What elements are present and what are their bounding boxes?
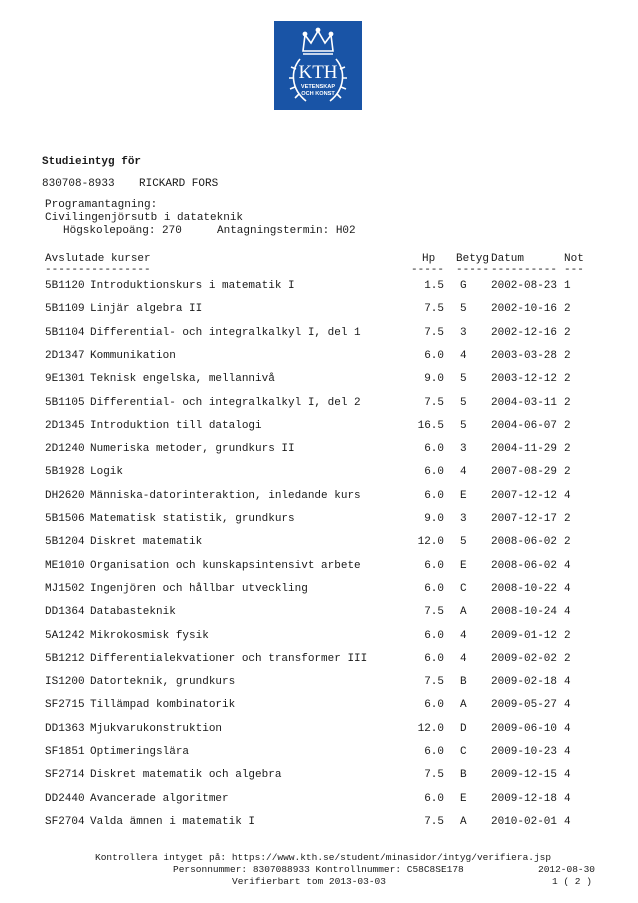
- course-name: Valda ämnen i matematik I: [90, 815, 256, 828]
- course-credits: 7.5: [424, 303, 444, 316]
- course-credits: 12.0: [417, 722, 444, 735]
- table-row: [0, 815, 638, 829]
- course-grade: 4: [460, 652, 467, 665]
- table-row: [0, 419, 638, 433]
- course-grade: 4: [460, 349, 467, 362]
- course-name: Logik: [90, 466, 124, 479]
- course-credits: 7.5: [424, 606, 444, 619]
- course-date: 2009-06-10: [491, 722, 558, 735]
- kth-wordmark: KTH: [298, 62, 338, 83]
- course-code: DH2620: [45, 489, 85, 502]
- course-credits: 6.0: [424, 349, 444, 362]
- footer-verify-url: Kontrollera intyget på: https://www.kth.se/student/minasidor/intyg/verifiera.jsp: [95, 852, 552, 863]
- course-code: SF1851: [45, 746, 85, 758]
- course-grade: B: [460, 676, 467, 689]
- header-grade: Betyg: [456, 253, 490, 265]
- table-row: [0, 722, 638, 736]
- course-date: 2004-06-07: [491, 419, 558, 432]
- course-code: 2D1345: [45, 419, 85, 432]
- course-note: 2: [564, 513, 571, 525]
- course-credits: 6.0: [424, 746, 444, 758]
- course-name: Organisation och kunskapsintensivt arbete: [90, 559, 361, 572]
- course-credits: 7.5: [424, 396, 444, 409]
- course-date: 2009-12-15: [491, 769, 558, 782]
- course-date: 2008-10-24: [491, 606, 558, 619]
- course-name: Differential- och integralkalkyl I, del 2: [90, 396, 361, 409]
- table-row: [0, 512, 638, 526]
- course-date: 2009-10-23: [491, 746, 558, 758]
- course-note: 4: [564, 489, 571, 502]
- course-grade: 4: [460, 629, 467, 642]
- course-name: Differentialekvationer och transformer III: [90, 652, 368, 665]
- course-date: 2003-12-12: [491, 373, 558, 386]
- course-code: 5B1212: [45, 652, 85, 665]
- course-note: 2: [564, 373, 571, 386]
- table-row: [0, 745, 638, 759]
- course-code: 5B1109: [45, 303, 85, 316]
- course-note: 4: [564, 676, 571, 689]
- course-note: 4: [564, 606, 571, 619]
- program-admission-term: Antagningstermin: H02: [217, 225, 356, 237]
- table-row: [0, 675, 638, 689]
- document-title: Studieintyg för: [42, 156, 142, 168]
- course-note: 4: [564, 815, 571, 828]
- course-grade: 4: [460, 466, 467, 479]
- course-note: 2: [564, 629, 571, 642]
- table-row: [0, 629, 638, 643]
- course-name: Linjär algebra II: [90, 303, 203, 316]
- course-name: Introduktionskurs i matematik I: [90, 280, 295, 292]
- table-row: [0, 302, 638, 316]
- kth-crest-icon: [274, 21, 362, 110]
- course-name: Differential- och integralkalkyl I, del 1: [90, 326, 361, 339]
- course-grade: E: [460, 489, 467, 502]
- course-grade: D: [460, 722, 467, 735]
- course-note: 2: [564, 303, 571, 316]
- course-code: 5B1506: [45, 513, 85, 525]
- course-code: DD1363: [45, 722, 85, 735]
- course-date: 2002-08-23: [491, 280, 558, 292]
- course-date: 2008-06-02: [491, 536, 558, 549]
- underline-course: ----------------: [45, 264, 151, 276]
- course-name: Matematisk statistik, grundkurs: [90, 513, 295, 525]
- course-code: 5B1928: [45, 466, 85, 479]
- course-name: Diskret matematik och algebra: [90, 769, 282, 782]
- table-row: [0, 535, 638, 549]
- course-code: 9E1301: [45, 373, 85, 386]
- course-grade: G: [460, 280, 467, 292]
- course-code: ME1010: [45, 559, 85, 572]
- table-row: [0, 605, 638, 619]
- course-credits: 6.0: [424, 699, 444, 712]
- course-note: 4: [564, 582, 571, 595]
- course-code: SF2704: [45, 815, 85, 828]
- course-credits: 7.5: [424, 815, 444, 828]
- course-date: 2008-06-02: [491, 559, 558, 572]
- course-credits: 16.5: [417, 419, 444, 432]
- course-credits: 6.0: [424, 629, 444, 642]
- course-credits: 7.5: [424, 326, 444, 339]
- course-credits: 6.0: [424, 443, 444, 456]
- course-date: 2009-02-02: [491, 652, 558, 665]
- course-code: 5A1242: [45, 629, 85, 642]
- table-row: [0, 698, 638, 712]
- footer-control-number: Personnummer: 8307088933 Kontrollnummer: C58C8SE178: [173, 864, 464, 875]
- course-date: 2007-12-12: [491, 489, 558, 502]
- course-name: Mikrokosmisk fysik: [90, 629, 209, 642]
- course-date: 2007-12-17: [491, 513, 558, 525]
- course-grade: A: [460, 815, 467, 828]
- footer-page-number: 1 ( 2 ): [552, 876, 592, 887]
- course-grade: B: [460, 769, 467, 782]
- table-row: [0, 652, 638, 666]
- course-note: 2: [564, 443, 571, 456]
- underline-hp: -----: [411, 264, 445, 276]
- course-name: Teknisk engelska, mellannivå: [90, 373, 275, 386]
- course-note: 4: [564, 769, 571, 782]
- course-credits: 6.0: [424, 582, 444, 595]
- course-credits: 6.0: [424, 489, 444, 502]
- course-grade: 3: [460, 326, 467, 339]
- course-name: Tillämpad kombinatorik: [90, 699, 236, 712]
- course-date: 2004-03-11: [491, 396, 558, 409]
- course-credits: 6.0: [424, 652, 444, 665]
- course-grade: C: [460, 746, 467, 758]
- course-credits: 6.0: [424, 792, 444, 805]
- course-date: 2009-12-18: [491, 792, 558, 805]
- course-grade: 5: [460, 396, 467, 409]
- table-row: [0, 582, 638, 596]
- course-code: 2D1347: [45, 349, 85, 362]
- table-row: [0, 465, 638, 479]
- course-name: Kommunikation: [90, 349, 176, 362]
- course-date: 2002-12-16: [491, 326, 558, 339]
- course-grade: 5: [460, 419, 467, 432]
- course-name: Avancerade algoritmer: [90, 792, 229, 805]
- person-id: 830708-8933: [42, 178, 115, 190]
- course-note: 4: [564, 722, 571, 735]
- course-date: 2009-01-12: [491, 629, 558, 642]
- course-date: 2004-11-29: [491, 443, 558, 456]
- course-date: 2003-03-28: [491, 349, 558, 362]
- course-name: Ingenjören och hållbar utveckling: [90, 582, 308, 595]
- kth-motto-line1: VETENSKAP: [300, 84, 336, 90]
- course-grade: E: [460, 792, 467, 805]
- course-name: Databasteknik: [90, 606, 176, 619]
- course-name: Datorteknik, grundkurs: [90, 676, 236, 689]
- course-note: 2: [564, 652, 571, 665]
- program-name: Civilingenjörsutb i datateknik: [45, 212, 244, 224]
- kth-motto-line2: OCH KONST: [301, 91, 335, 97]
- table-row: [0, 326, 638, 340]
- course-name: Mjukvarukonstruktion: [90, 722, 223, 735]
- course-code: SF2715: [45, 699, 85, 712]
- course-note: 4: [564, 792, 571, 805]
- course-credits: 9.0: [424, 513, 444, 525]
- course-code: IS1200: [45, 676, 85, 689]
- course-date: 2002-10-16: [491, 303, 558, 316]
- table-row: [0, 559, 638, 573]
- course-name: Introduktion till datalogi: [90, 419, 262, 432]
- table-row: [0, 279, 638, 293]
- kth-logo: [274, 21, 362, 110]
- course-note: 2: [564, 349, 571, 362]
- course-code: 2D1240: [45, 443, 85, 456]
- course-grade: C: [460, 582, 467, 595]
- course-name: Människa-datorinteraktion, inledande kurs: [90, 489, 361, 502]
- person-name: RICKARD FORS: [139, 178, 219, 190]
- course-note: 4: [564, 559, 571, 572]
- underline-grade: -----: [456, 264, 490, 276]
- course-code: DD1364: [45, 606, 85, 619]
- course-grade: E: [460, 559, 467, 572]
- footer-print-date: 2012-08-30: [538, 864, 596, 875]
- course-credits: 9.0: [424, 373, 444, 386]
- course-code: 5B1204: [45, 536, 85, 549]
- course-code: 5B1120: [45, 280, 85, 292]
- course-code: 5B1105: [45, 396, 85, 409]
- course-credits: 7.5: [424, 676, 444, 689]
- course-note: 4: [564, 746, 571, 758]
- table-row: [0, 396, 638, 410]
- course-credits: 7.5: [424, 769, 444, 782]
- course-note: 2: [564, 396, 571, 409]
- course-name: Diskret matematik: [90, 536, 203, 549]
- course-date: 2008-10-22: [491, 582, 558, 595]
- course-note: 1: [564, 280, 571, 292]
- table-row: [0, 768, 638, 782]
- course-credits: 1.5: [424, 280, 444, 292]
- header-date: Datum: [491, 253, 525, 265]
- course-grade: 5: [460, 373, 467, 386]
- table-header-underline: [0, 263, 638, 277]
- underline-note: ---: [564, 264, 584, 276]
- course-grade: A: [460, 699, 467, 712]
- course-code: MJ1502: [45, 582, 85, 595]
- footer-valid-until: Verifierbart tom 2013-03-03: [232, 876, 386, 887]
- course-code: DD2440: [45, 792, 85, 805]
- course-name: Optimeringslära: [90, 746, 190, 758]
- table-row: [0, 372, 638, 386]
- program-credits: Högskolepoäng: 270: [63, 225, 182, 237]
- course-date: 2010-02-01: [491, 815, 558, 828]
- course-note: 2: [564, 536, 571, 549]
- course-code: SF2714: [45, 769, 85, 782]
- course-grade: 5: [460, 303, 467, 316]
- course-credits: 12.0: [417, 536, 444, 549]
- course-note: 4: [564, 699, 571, 712]
- course-grade: 5: [460, 536, 467, 549]
- course-grade: 3: [460, 443, 467, 456]
- header-course: Avslutade kurser: [45, 253, 151, 265]
- course-note: 2: [564, 326, 571, 339]
- course-date: 2009-05-27: [491, 699, 558, 712]
- course-credits: 6.0: [424, 466, 444, 479]
- table-row: [0, 442, 638, 456]
- course-grade: 3: [460, 513, 467, 525]
- table-row: [0, 489, 638, 503]
- table-row: [0, 792, 638, 806]
- header-hp: Hp: [422, 253, 436, 265]
- course-grade: A: [460, 606, 467, 619]
- table-row: [0, 349, 638, 363]
- course-note: 2: [564, 419, 571, 432]
- header-note: Not: [564, 253, 584, 265]
- program-label: Programantagning:: [45, 199, 158, 211]
- course-date: 2007-08-29: [491, 466, 558, 479]
- underline-date: ----------: [491, 264, 558, 276]
- course-credits: 6.0: [424, 559, 444, 572]
- course-code: 5B1104: [45, 326, 85, 339]
- course-name: Numeriska metoder, grundkurs II: [90, 443, 295, 456]
- course-date: 2009-02-18: [491, 676, 558, 689]
- course-note: 2: [564, 466, 571, 479]
